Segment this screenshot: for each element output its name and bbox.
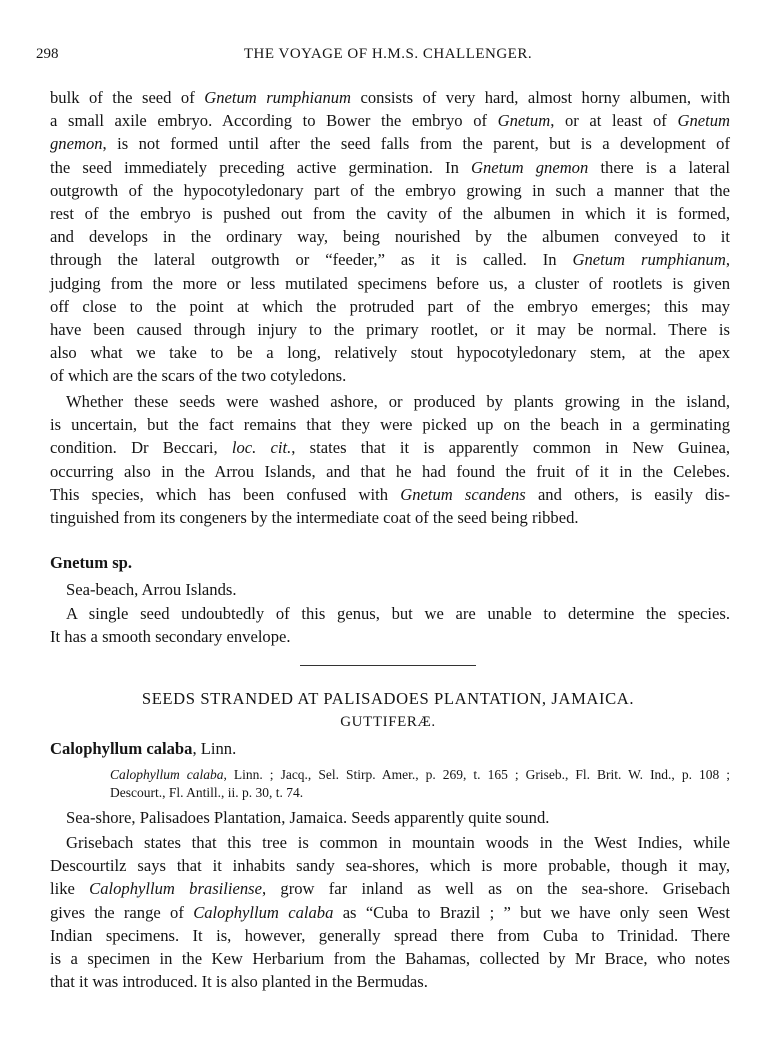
text-line: Grisebach states that this tree is common in mountain woods in the West Indies, while bbox=[66, 833, 730, 852]
text-line: and develops in the ordinary way, being nourished by the albumen conveyed to it bbox=[50, 227, 730, 247]
running-title: THE VOYAGE OF H.M.S. CHALLENGER. bbox=[243, 46, 533, 62]
text-line: off close to the point at which the protruded part of the embryo emerges; this may bbox=[50, 296, 730, 316]
text-line: the seed immediately preceding active germination. In Gnetum gnemon there is a lateral bbox=[50, 157, 730, 177]
text-line: also what we take to be a long, relatively stout hypocotyledonary stem, at the apex bbox=[50, 343, 730, 363]
text-line: Whether these seeds were washed ashore, or produced by plants growing in the island, bbox=[66, 392, 730, 411]
paragraph-gnetum-sp bbox=[50, 602, 730, 648]
locality-palisadoes: Sea-shore, Palisadoes Plantation, Jamaica. Seeds apparently quite sound. bbox=[66, 808, 550, 827]
paragraph-calophyllum bbox=[50, 831, 730, 993]
text-line: tinguished from its congeners by the intermediate coat of the seed being ribbed. bbox=[50, 508, 579, 528]
text-line: like Calophyllum brasiliense, grow far inland as well as on the sea-shore. Grisebach bbox=[50, 879, 730, 899]
text-line: through the lateral outgrowth or “feeder,” as it is called. In Gnetum rumphianum, bbox=[50, 250, 730, 270]
text-line: occurring also in the Arrou Islands, and that he had found the fruit of it in the Celebes. bbox=[50, 461, 730, 481]
references bbox=[110, 766, 730, 802]
paragraph-gnetum-rumphianum bbox=[50, 86, 730, 388]
family-heading: GUTTIFERÆ. bbox=[340, 714, 436, 730]
text-line: judging from the more or less mutilated specimens before us, a cluster of rootlets is given bbox=[50, 273, 730, 293]
text-line: is a specimen in the Kew Herbarium from the Bahamas, collected by Mr Brace, who notes bbox=[50, 949, 730, 969]
section-divider bbox=[300, 665, 476, 666]
text-line: gnemon, is not formed until after the seed falls from the parent, but is a development of bbox=[50, 134, 730, 154]
page-number: 298 bbox=[36, 46, 59, 62]
text-line: Calophyllum calaba, Linn. ; Jacq., Sel. Stirp. Amer., p. 269, t. 165 ; Griseb., Fl. Brit. W. Ind., p. 108 ; bbox=[110, 767, 730, 782]
text-line: of which are the scars of the two cotyledons. bbox=[50, 366, 347, 386]
locality-arrou: Sea-beach, Arrou Islands. bbox=[66, 580, 237, 599]
running-header bbox=[36, 46, 740, 68]
text-line: is uncertain, but the fact remains that they were picked up on the beach in a germinating bbox=[50, 415, 730, 435]
text-line: gives the range of Calophyllum calaba as “Cuba to Brazil ; ” but we have only seen West bbox=[50, 902, 730, 922]
text-line: Descourt., Fl. Antill., ii. p. 30, t. 74. bbox=[110, 785, 304, 800]
text-line: bulk of the seed of Gnetum rumphianum consists of very hard, almost horny albumen, with bbox=[50, 88, 730, 107]
species-name-gnetum-sp: Gnetum sp. bbox=[50, 553, 133, 572]
text-line: a small axile embryo. According to Bower the embryo of Gnetum, or at least of Gnetum bbox=[50, 111, 731, 131]
species-name-calophyllum: Calophyllum calaba, Linn. bbox=[50, 739, 237, 758]
section-title: SEEDS STRANDED AT PALISADOES PLANTATION, JAMAICA. bbox=[141, 689, 635, 708]
text-line: Indian specimens. It is, however, generally spread there from Cuba to Trinidad. There bbox=[50, 925, 730, 945]
text-line: condition. Dr Beccari, loc. cit., states that it is apparently common in New Guinea, bbox=[50, 438, 730, 458]
text-line: It has a smooth secondary envelope. bbox=[50, 627, 291, 647]
text-line: outgrowth of the hypocotyledonary part of the embryo growing in such a manner that the bbox=[50, 180, 730, 200]
text-line: have been caused through injury to the primary rootlet, or it may be normal. There is bbox=[50, 320, 730, 340]
text-line: This species, which has been confused with Gnetum scandens and others, is easily dis- bbox=[50, 484, 730, 504]
text-line: rest of the embryo is pushed out from the cavity of the albumen in which it is formed, bbox=[50, 204, 730, 224]
text-line: Descourtilz says that it inhabits sandy sea-shores, which is more probable, though it may, bbox=[50, 856, 730, 876]
paragraph-distribution bbox=[50, 390, 730, 529]
text-line: A single seed undoubtedly of this genus, but we are unable to determine the species. bbox=[66, 604, 730, 623]
text-line: that it was introduced. It is also planted in the Bermudas. bbox=[50, 972, 428, 992]
